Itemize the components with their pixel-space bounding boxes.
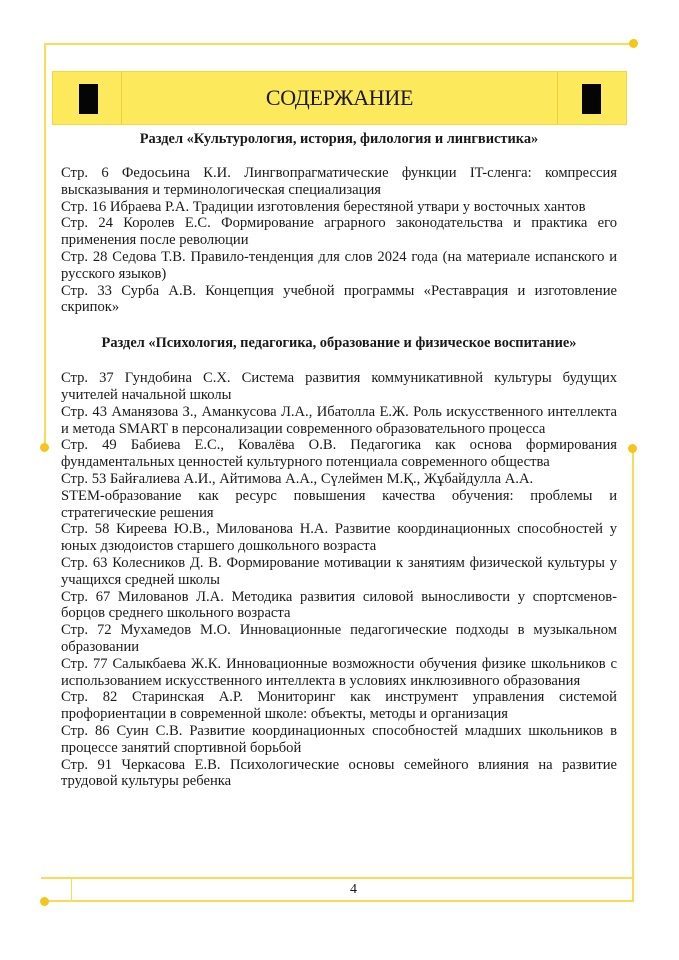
toc-entry[interactable]: Стр. 82 Старинская А.Р. Мониторинг как инструмент управления системой профориентации в современной школе: объекты, методы и организация <box>61 689 617 723</box>
toc-entry[interactable]: Стр. 91 Черкасова Е.В. Психологические основы семейного влияния на развитие трудовой культуры ребенка <box>61 756 617 790</box>
frame-right-line <box>632 451 634 902</box>
toc-entry[interactable]: Стр. 33 Сурба А.В. Концепция учебной программы «Реставрация и изготовление скрипок» <box>61 282 617 316</box>
section-title: Раздел «Культурология, история, филология и лингвистика» <box>139 131 539 147</box>
footer-left-dot <box>40 897 49 906</box>
toc-entry[interactable]: Стр. 86 Суин С.В. Развитие координационных способностей младших школьников в процессе занятий спортивной борьбой <box>61 722 617 756</box>
toc-entry[interactable]: Стр. 37 Гундобина С.Х. Система развития коммуникативной культуры будущих учителей начальной школы <box>61 370 617 403</box>
frame-top-line <box>44 43 634 45</box>
section-entries <box>61 370 617 790</box>
section-title: Раздел «Психология, педагогика, образование и физическое воспитание» <box>101 335 577 352</box>
toc-entry[interactable]: Стр. 63 Колесников Д. В. Формирование мотивации к занятиям физической культуры у учащихся средней школы <box>61 554 617 588</box>
footer-top-line <box>41 877 633 879</box>
toc-entry[interactable]: Стр. 24 Королев Е.С. Формирование аграрного законодательства и практика его применения после революции <box>61 215 617 249</box>
toc-entry[interactable]: Стр. 58 Киреева Ю.В., Милованова Н.А. Развитие координационных способностей у юных дзюдоистов старшего дошкольного возраста <box>61 521 617 555</box>
page-title: СОДЕРЖАНИЕ <box>265 85 414 110</box>
toc-entry[interactable]: Стр. 67 Милованов Л.А. Методика развития силовой выносливости у спортсменов-борцов среднего школьного возраста <box>61 588 617 622</box>
page-number: 4 <box>350 882 357 897</box>
toc-entry[interactable]: Стр. 28 Седова Т.В. Правило-тенденция для слов 2024 года (на материале испанского и русского языков) <box>61 248 617 282</box>
toc-entry[interactable]: Стр. 77 Салыкбаева Ж.К. Инновационные возможности обучения физике школьников с использованием искусственного интеллекта в условиях инклюзивного образования <box>61 655 617 689</box>
header-right-cell <box>557 72 626 124</box>
toc-entry[interactable]: Стр. 53 Байғалиева А.И., Айтимова А.А., Сүлеймен М.Қ., Жұбайдулла А.А. <box>61 470 534 487</box>
toc-entry[interactable]: Стр. 16 Ибраева Р.А. Традиции изготовления берестяной утвари у восточных хантов <box>61 198 586 215</box>
frame-left-line <box>44 43 46 447</box>
toc-entry[interactable]: Стр. 6 Федосьина К.И. Лингвопрагматические функции IT-сленга: компрессия высказывания и терминологическая специализация <box>61 165 617 198</box>
frame-left-dot <box>40 443 49 452</box>
frame-right-dot <box>628 444 637 453</box>
footer-bottom-line <box>46 900 634 902</box>
toc-entry[interactable]: Стр. 72 Мухамедов М.О. Инновационные педагогические подходы в музыкальном образовании <box>61 622 617 655</box>
black-block-icon <box>79 84 98 114</box>
toc-entry[interactable]: Стр. 49 Бабиева Е.С., Ковалёва О.В. Педагогика как основа формирования фундаментальных ценностей культурного потенциала современного общества <box>61 437 617 471</box>
header-left-cell <box>53 72 122 124</box>
contents-header-bar <box>52 71 627 125</box>
toc-entry[interactable]: Стр. 43 Аманязова З., Аманкусова Л.А., Ибатолла Е.Ж. Роль искусственного интеллекта и метода SMART в персонализации современного образовательного процесса <box>61 403 617 437</box>
black-block-icon <box>582 84 601 114</box>
toc-entry[interactable]: STEM-образование как ресурс повышения качества обучения: проблемы и стратегические решения <box>61 487 617 521</box>
table-of-contents <box>61 128 617 790</box>
frame-top-right-dot <box>629 39 638 48</box>
section-entries <box>61 165 617 316</box>
